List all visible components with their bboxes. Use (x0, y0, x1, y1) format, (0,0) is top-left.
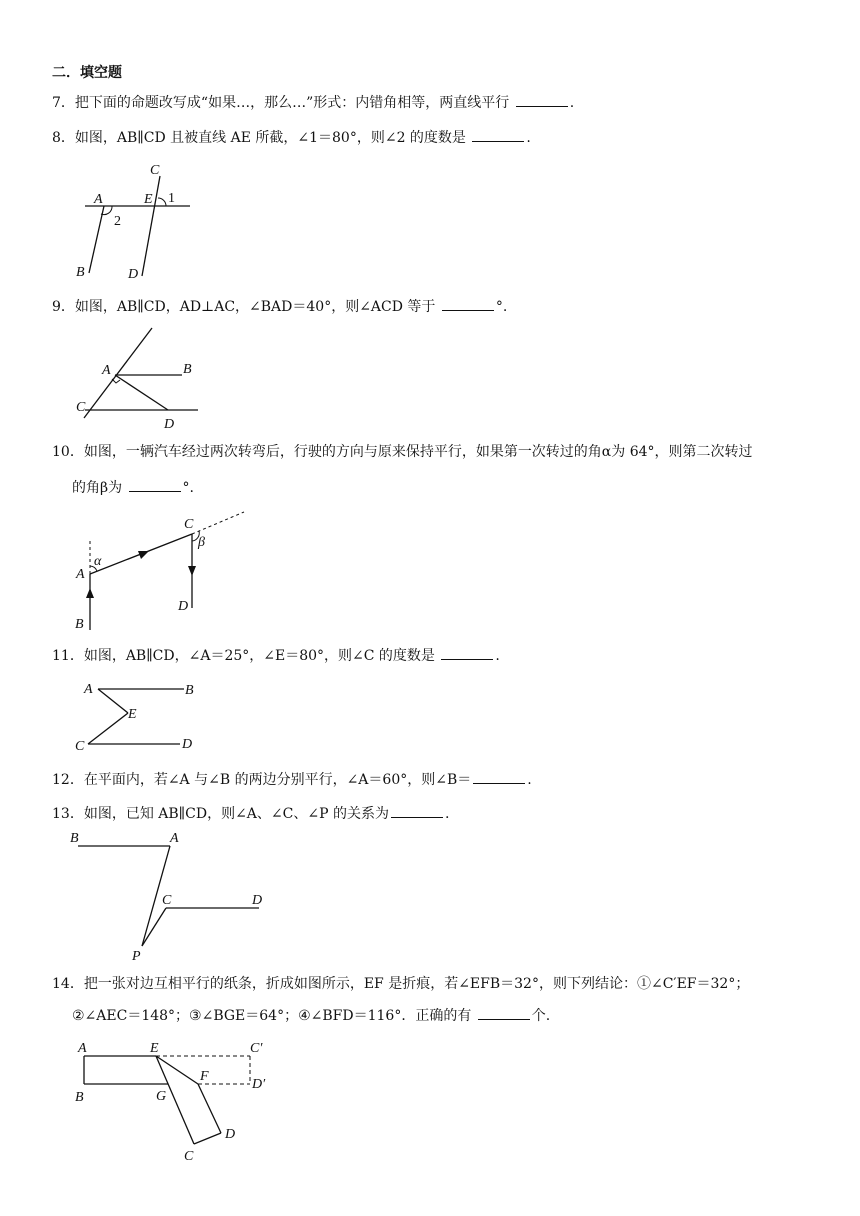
fig14-label-c: C (184, 1149, 194, 1164)
figure-14 (70, 1036, 280, 1168)
question-10-line2-text: 的角β为 (72, 480, 123, 496)
question-9-text: 9．如图，AB∥CD，AD⊥AC，∠BAD＝40°，则∠ACD 等于 (52, 299, 436, 315)
fig8-label-e: E (144, 192, 153, 207)
question-8 (52, 128, 531, 148)
fig9-label-a: A (102, 363, 111, 378)
question-13-tail: . (444, 806, 450, 822)
question-10-text: 10．如图，一辆汽车经过两次转弯后，行驶的方向与原来保持平行，如果第一次转过的角α为 64°，则第二次转过 (52, 444, 753, 460)
fig11-label-c: C (75, 739, 85, 754)
figure-11 (72, 676, 202, 754)
fig10-label-alpha: α (94, 554, 102, 569)
fig14-label-c-prime: C′ (250, 1041, 263, 1056)
fig11-label-e: E (128, 707, 137, 722)
question-14-line2-text: ②∠AEC＝148°；③∠BGE＝64°；④∠BFD＝116°．正确的有 (72, 1008, 472, 1024)
fig8-label-c: C (150, 163, 160, 178)
fig11-label-a: A (84, 682, 93, 697)
fig8-label-d: D (128, 267, 139, 282)
fig14-label-b: B (75, 1090, 84, 1105)
answer-blank-14[interactable] (478, 1007, 530, 1020)
fig10-label-d: D (178, 599, 189, 614)
fig14-label-d-prime: D′ (252, 1077, 266, 1092)
question-7-tail: . (569, 95, 575, 111)
answer-blank-13[interactable] (391, 805, 443, 818)
question-10-line2 (72, 478, 194, 498)
answer-blank-7[interactable] (516, 94, 568, 107)
question-7 (52, 93, 574, 113)
question-11-text: 11．如图，AB∥CD，∠A＝25°，∠E＝80°，则∠C 的度数是 (52, 648, 435, 664)
fig8-label-1: 1 (168, 191, 175, 206)
fig14-label-f: F (200, 1069, 209, 1084)
question-10-tail: °. (182, 480, 194, 496)
fig13-label-p: P (132, 949, 141, 964)
answer-blank-11[interactable] (441, 647, 493, 660)
fig8-label-a: A (94, 192, 103, 207)
fig14-label-g: G (156, 1089, 167, 1104)
figure-13 (66, 828, 276, 964)
fig10-label-a: A (76, 567, 85, 582)
question-12-text: 12．在平面内，若∠A 与∠B 的两边分别平行，∠A＝60°，则∠B＝ (52, 772, 472, 788)
question-8-text: 8．如图，AB∥CD 且被直线 AE 所截，∠1＝80°，则∠2 的度数是 (52, 130, 466, 146)
question-10 (52, 442, 753, 462)
question-13-text: 13．如图，已知 AB∥CD，则∠A、∠C、∠P 的关系为 (52, 806, 389, 822)
question-14 (52, 974, 749, 994)
question-13 (52, 804, 449, 824)
question-12-tail: . (527, 772, 532, 788)
fig9-label-b: B (183, 362, 192, 377)
answer-blank-8[interactable] (472, 129, 524, 142)
question-11-tail: . (495, 648, 500, 664)
section-title: 二．填空题 (52, 65, 122, 81)
fig13-label-d: D (252, 893, 263, 908)
question-8-tail: . (526, 130, 531, 146)
fig13-label-a: A (170, 831, 179, 846)
fig13-label-b: B (70, 831, 79, 846)
fig11-label-b: B (185, 683, 194, 698)
fig14-label-d: D (225, 1127, 236, 1142)
fig10-label-beta: β (198, 535, 205, 550)
fig10-label-b: B (75, 617, 84, 632)
fig8-label-b: B (76, 265, 85, 280)
question-14-line2 (72, 1006, 550, 1026)
answer-blank-12[interactable] (473, 771, 525, 784)
fig8-label-2: 2 (114, 214, 121, 229)
answer-blank-9[interactable] (442, 298, 494, 311)
question-9 (52, 297, 507, 317)
question-7-text: 7．把下面的命题改写成“如果…，那么…”形式：内错角相等，两直线平行 (52, 95, 510, 111)
answer-blank-10[interactable] (129, 479, 181, 492)
fig13-label-c: C (162, 893, 172, 908)
question-14-tail: 个. (531, 1008, 551, 1024)
question-11 (52, 646, 500, 666)
fig14-label-a: A (78, 1041, 87, 1056)
fig10-label-c: C (184, 517, 194, 532)
figure-9 (70, 322, 210, 434)
figure-10 (70, 508, 255, 633)
fig11-label-d: D (182, 737, 193, 752)
question-14-text: 14．把一张对边互相平行的纸条，折成如图所示，EF 是折痕，若∠EFB＝32°，则下列结论：①∠C′EF＝32°； (52, 976, 750, 992)
fig14-label-e: E (150, 1041, 159, 1056)
figure-8 (70, 158, 200, 283)
question-9-tail: °. (495, 299, 508, 315)
fig9-label-d: D (164, 417, 175, 432)
fig9-label-c: C (76, 400, 86, 415)
question-12 (52, 770, 532, 790)
